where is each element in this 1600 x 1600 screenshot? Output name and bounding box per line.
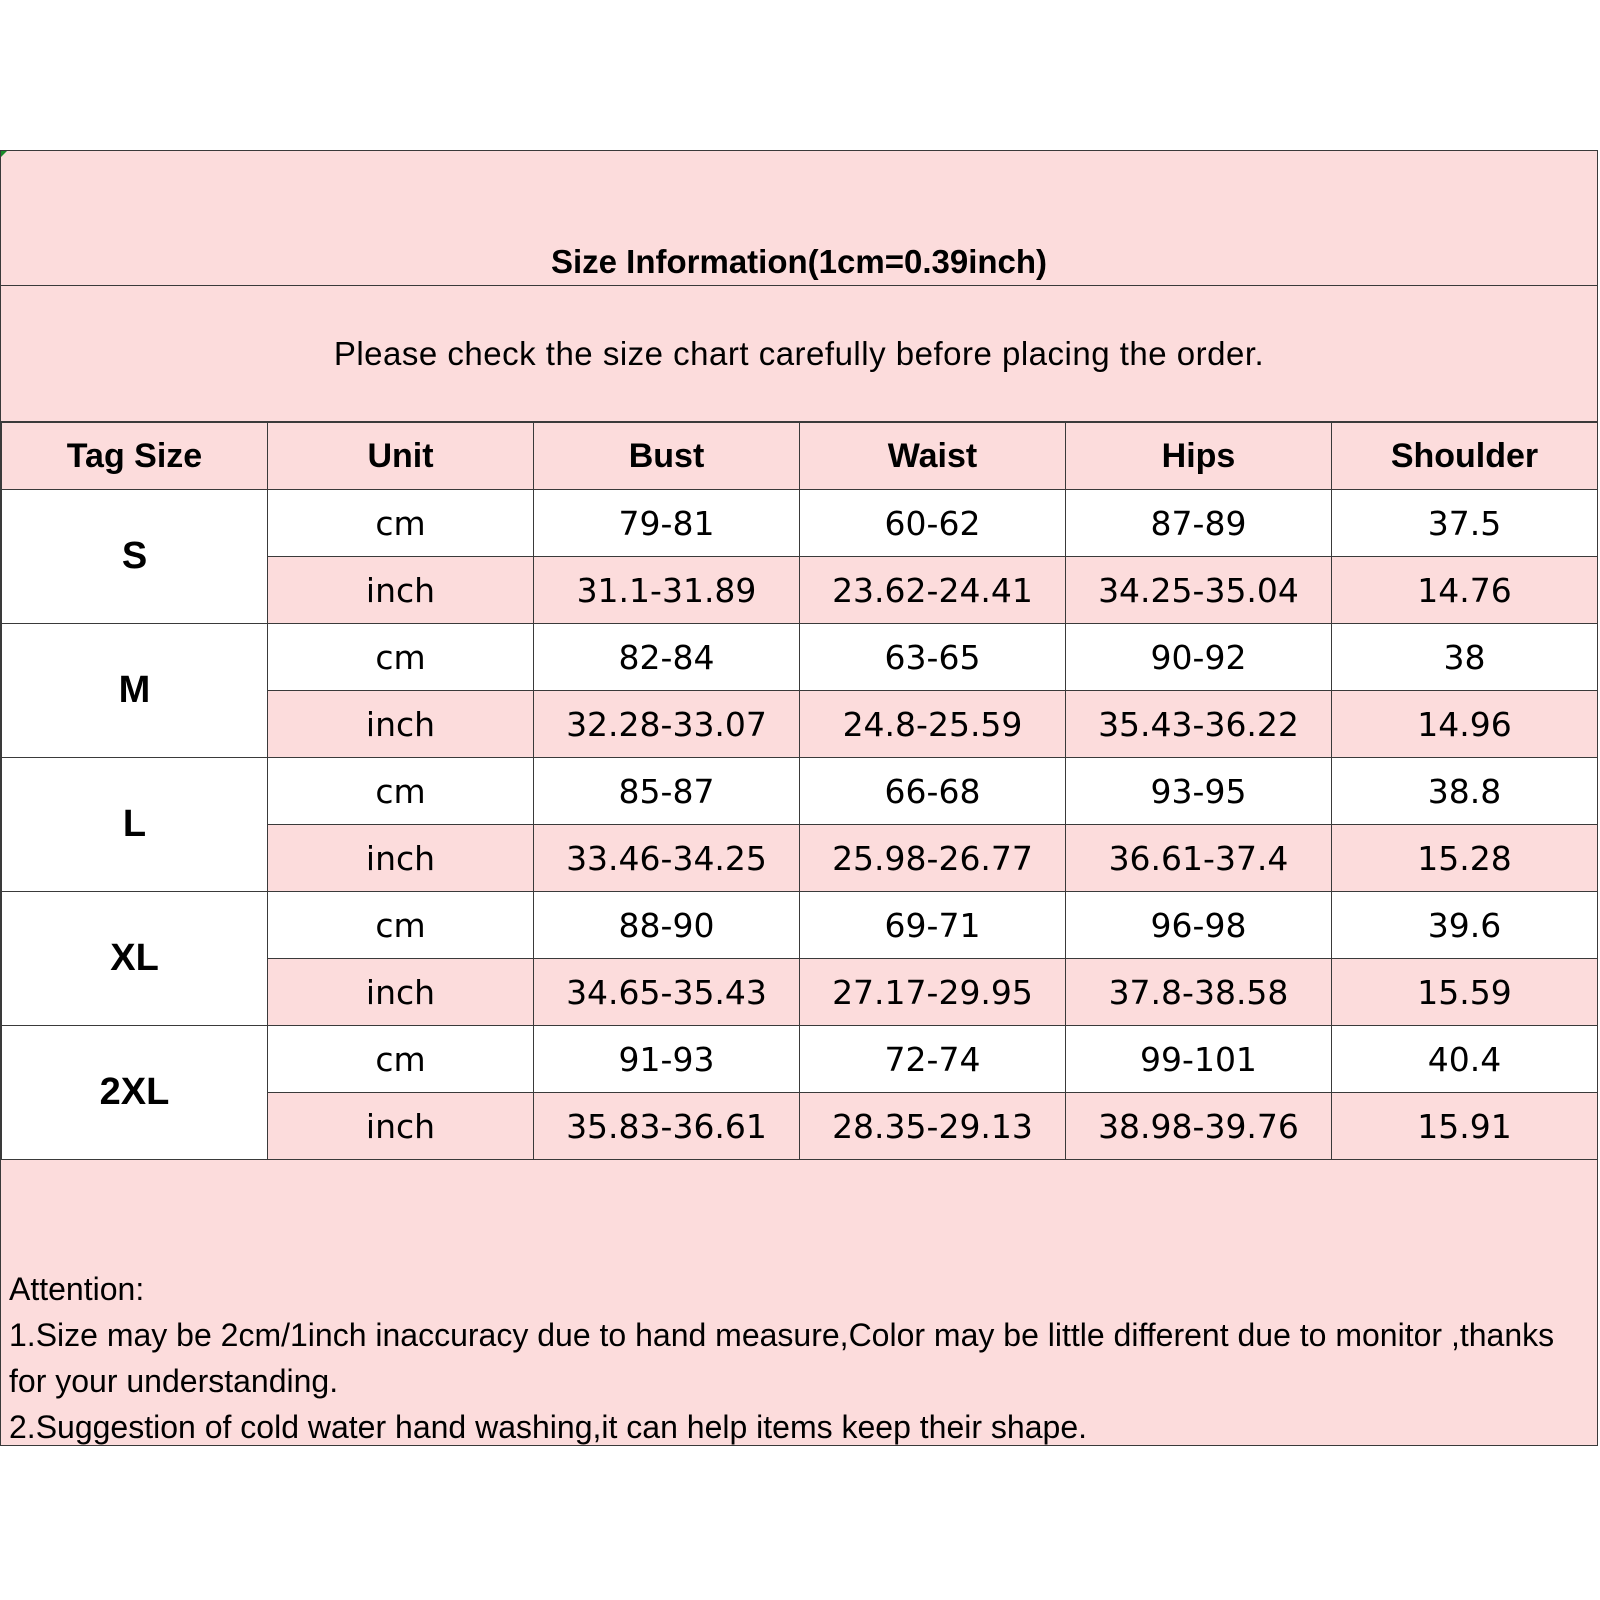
tag-size-cell: M [2, 624, 268, 758]
subtitle-row [1, 286, 1597, 422]
bust-cell: 85-87 [534, 758, 800, 825]
table-row [2, 624, 1598, 691]
table-row [2, 490, 1598, 557]
attention-notes [9, 1266, 1589, 1450]
bust-cell: 31.1-31.89 [534, 557, 800, 624]
size-table [1, 422, 1598, 1160]
title-row [1, 151, 1597, 286]
unit-cell: cm [268, 892, 534, 959]
page-subtitle: Please check the size chart carefully before placing the order. [333, 334, 1265, 372]
waist-cell: 23.62-24.41 [800, 557, 1066, 624]
waist-cell: 25.98-26.77 [800, 825, 1066, 892]
tag-size-cell: S [2, 490, 268, 624]
unit-cell: inch [268, 691, 534, 758]
bust-cell: 32.28-33.07 [534, 691, 800, 758]
unit-cell: inch [268, 825, 534, 892]
hips-cell: 90-92 [1066, 624, 1332, 691]
hips-cell: 93-95 [1066, 758, 1332, 825]
unit-cell: cm [268, 624, 534, 691]
table-header-row [2, 423, 1598, 490]
notes-line-2: 2.Suggestion of cold water hand washing,it can help items keep their shape. [9, 1409, 1087, 1445]
bust-cell: 88-90 [534, 892, 800, 959]
bust-cell: 33.46-34.25 [534, 825, 800, 892]
bust-cell: 35.83-36.61 [534, 1093, 800, 1160]
waist-cell: 28.35-29.13 [800, 1093, 1066, 1160]
hips-cell: 35.43-36.22 [1066, 691, 1332, 758]
table-row [2, 1026, 1598, 1093]
bust-cell: 79-81 [534, 490, 800, 557]
bust-cell: 82-84 [534, 624, 800, 691]
notes-line-1: 1.Size may be 2cm/1inch inaccuracy due to hand measure,Color may be little different due to monitor ,thanks for your understanding. [9, 1317, 1555, 1399]
waist-cell: 63-65 [800, 624, 1066, 691]
waist-cell: 66-68 [800, 758, 1066, 825]
shoulder-cell: 15.91 [1332, 1093, 1598, 1160]
tag-size-cell: L [2, 758, 268, 892]
header-hips: Hips [1066, 423, 1332, 490]
unit-cell: inch [268, 959, 534, 1026]
waist-cell: 69-71 [800, 892, 1066, 959]
hips-cell: 34.25-35.04 [1066, 557, 1332, 624]
unit-cell: cm [268, 1026, 534, 1093]
page-title: Size Information(1cm=0.39inch) [550, 243, 1048, 280]
hips-cell: 96-98 [1066, 892, 1332, 959]
shoulder-cell: 40.4 [1332, 1026, 1598, 1093]
hips-cell: 87-89 [1066, 490, 1332, 557]
unit-cell: cm [268, 758, 534, 825]
shoulder-cell: 15.28 [1332, 825, 1598, 892]
header-unit: Unit [268, 423, 534, 490]
tag-size-cell: 2XL [2, 1026, 268, 1160]
table-row [2, 758, 1598, 825]
header-shoulder: Shoulder [1332, 423, 1598, 490]
shoulder-cell: 39.6 [1332, 892, 1598, 959]
header-tag-size: Tag Size [2, 423, 268, 490]
hips-cell: 36.61-37.4 [1066, 825, 1332, 892]
waist-cell: 72-74 [800, 1026, 1066, 1093]
hips-cell: 37.8-38.58 [1066, 959, 1332, 1026]
shoulder-cell: 37.5 [1332, 490, 1598, 557]
table-row [2, 892, 1598, 959]
header-bust: Bust [534, 423, 800, 490]
shoulder-cell: 15.59 [1332, 959, 1598, 1026]
shoulder-cell: 38 [1332, 624, 1598, 691]
header-waist: Waist [800, 423, 1066, 490]
unit-cell: inch [268, 1093, 534, 1160]
size-chart-sheet [0, 150, 1598, 1446]
shoulder-cell: 14.76 [1332, 557, 1598, 624]
shoulder-cell: 38.8 [1332, 758, 1598, 825]
unit-cell: cm [268, 490, 534, 557]
hips-cell: 99-101 [1066, 1026, 1332, 1093]
unit-cell: inch [268, 557, 534, 624]
notes-heading: Attention: [9, 1271, 145, 1307]
tag-size-cell: XL [2, 892, 268, 1026]
waist-cell: 24.8-25.59 [800, 691, 1066, 758]
waist-cell: 27.17-29.95 [800, 959, 1066, 1026]
hips-cell: 38.98-39.76 [1066, 1093, 1332, 1160]
bust-cell: 91-93 [534, 1026, 800, 1093]
bust-cell: 34.65-35.43 [534, 959, 800, 1026]
shoulder-cell: 14.96 [1332, 691, 1598, 758]
waist-cell: 60-62 [800, 490, 1066, 557]
